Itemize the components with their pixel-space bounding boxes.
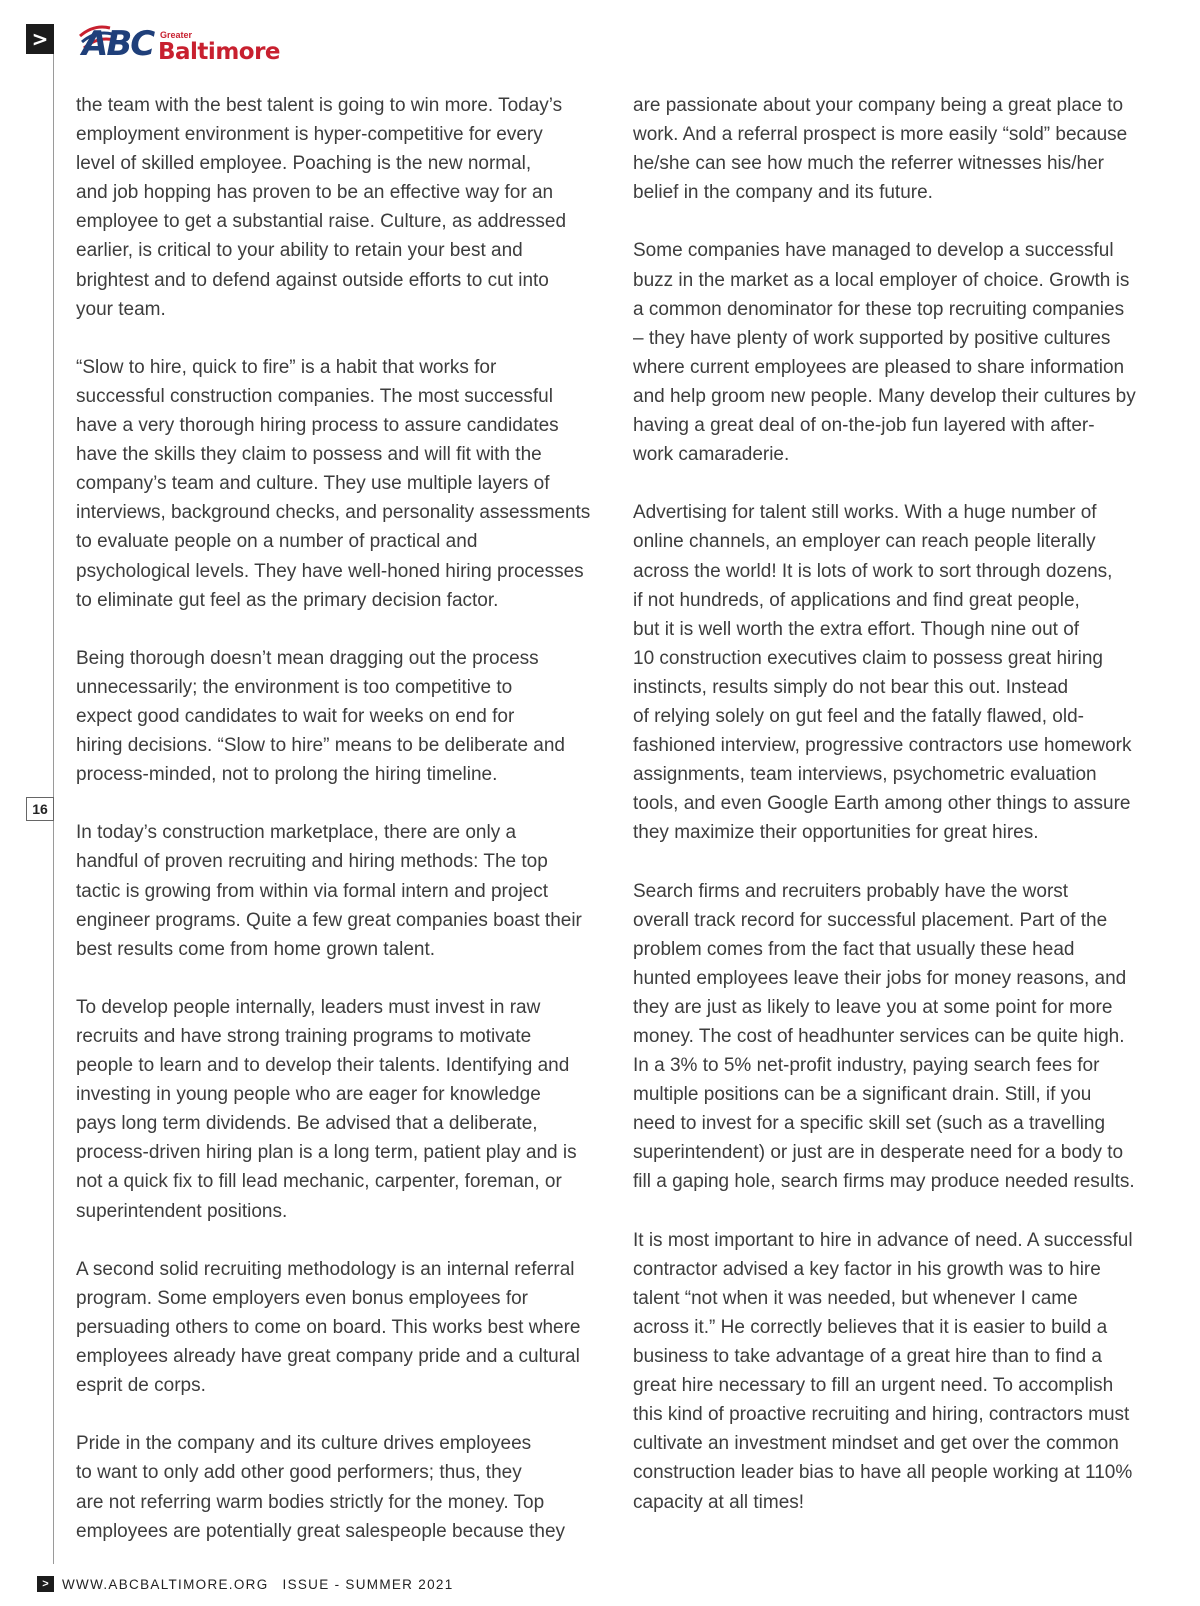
next-page-arrow-icon[interactable]: > <box>26 24 54 54</box>
paragraph: Search firms and recruiters probably have the worst overall track record for successful placement. Part of the problem comes from the fact that usually these head hunted employees leave their jobs for money reasons, and they are just as likely to leave you at some point for more money. The cost of headhunter services can be quite high. In a 3% to 5% net-profit industry, paying search fees for multiple positions can be a significant drain. Still, if you need to invest for a specific skill set (such as a travelling superintendent) or just are in desperate need for a body to fill a gaping hole, search firms may produce needed results. <box>633 880 1135 1193</box>
page-number: 16 <box>26 797 54 821</box>
paragraph: Being thorough doesn’t mean dragging out the process unnecessarily; the environment is too competitive to expect good candidates to wait for weeks on end for hiring decisions. “Slow to hire” means to be deliberate and process-minded, not to prolong the hiring timeline. <box>76 647 565 786</box>
paragraph: It is most important to hire in advance of need. A successful contractor advised a key factor in his growth was to hire talent “not when it was needed, but whenever I came across it.” He correctly believes that it is easier to build a business to take advantage of a great hire than to find a great hire necessary to fill an urgent need. To accomplish this kind of proactive recruiting and hiring, contractors must cultivate an investment mindset and get over the common construction leader bias to have all people working at 110% capacity at all times! <box>633 1229 1133 1513</box>
right-text-column <box>633 91 1173 1546</box>
paragraph: Some companies have managed to develop a successful buzz in the market as a local employer of choice. Growth is a common denominator for these top recruiting companies – they have plenty of work supported by positive cultures where current employees are pleased to share information and help groom new people. Many develop their cultures by having a great deal of on-the-job fun layered with after- work camaraderie. <box>633 240 1136 466</box>
paragraph: “Slow to hire, quick to fire” is a habit that works for successful construction companies. The most successful have a very thorough hiring process to assure candidates have the skills they claim to possess and will fit with the company’s team and culture. They use multiple layers of interviews, background checks, and personality assessments to evaluate people on a number of practical and psychological levels. They have well-honed hiring processes to eliminate gut feel as the primary decision factor. <box>76 356 591 611</box>
paragraph: Advertising for talent still works. With a huge number of online channels, an employer can reach people literally across the world! It is lots of work to sort through dozens, if not hundreds, of applications and find great people, but it is well worth the extra effort. Though nine out of 10 construction executives claim to possess great hiring instincts, results simply do not bear this out. Instead of relying solely on gut feel and the fatally flawed, old- fashioned interview, progressive contractors use homework assignments, team interviews, psychometric evaluation tools, and even Google Earth among other things to assure they maximize their opportunities for great hires. <box>633 502 1132 844</box>
paragraph: Pride in the company and its culture drives employees to want to only add other good performers; thus, they are not referring warm bodies strictly for the money. Top employees are potentially great salespeople because they <box>76 1433 566 1542</box>
abc-baltimore-logo[interactable] <box>76 22 281 70</box>
paragraph: are passionate about your company being a great place to work. And a referral prospect is more easily “sold” because he/she can see how much the referrer witnesses his/her belief in the company and its future. <box>633 95 1128 204</box>
footer-arrow-icon[interactable]: > <box>37 1576 54 1592</box>
logo-abc-text: ABC <box>82 24 154 64</box>
paragraph: In today’s construction marketplace, there are only a handful of proven recruiting and hiring methods: The top tactic is growing from within via formal intern and project engineer programs. Quite a few great companies boast their best results come from home grown talent. <box>76 822 582 960</box>
left-text-column <box>76 91 616 1575</box>
footer-website-link[interactable]: WWW.ABCBALTIMORE.ORG <box>62 1576 269 1592</box>
footer-issue-label: ISSUE - SUMMER 2021 <box>282 1576 454 1592</box>
paragraph: To develop people internally, leaders must invest in raw recruits and have strong training programs to motivate people to learn and to develop their talents. Identifying and investing in young people who are eager for knowledge pays long term dividends. Be advised that a deliberate, process-driven hiring plan is a long term, patient play and is not a quick fix to fill lead mechanic, carpenter, foreman, or superintendent positions. <box>76 996 577 1222</box>
paragraph: the team with the best talent is going to win more. Today’s employment environment is hyper-competitive for every level of skilled employee. Poaching is the new normal, and job hopping has proven to be an effective way for an employee to get a substantial raise. Culture, as addressed earlier, is critical to your ability to retain your best and brightest and to defend against outside efforts to cut into your team. <box>76 95 567 320</box>
paragraph: A second solid recruiting methodology is an internal referral program. Some employers even bonus employees for persuading others to come on board. This works best where employees already have great company pride and a cultural esprit de corps. <box>76 1258 581 1397</box>
page-footer <box>37 1576 454 1592</box>
logo-greater-text: Greater <box>160 30 193 40</box>
logo-city-text: Baltimore <box>158 39 281 65</box>
